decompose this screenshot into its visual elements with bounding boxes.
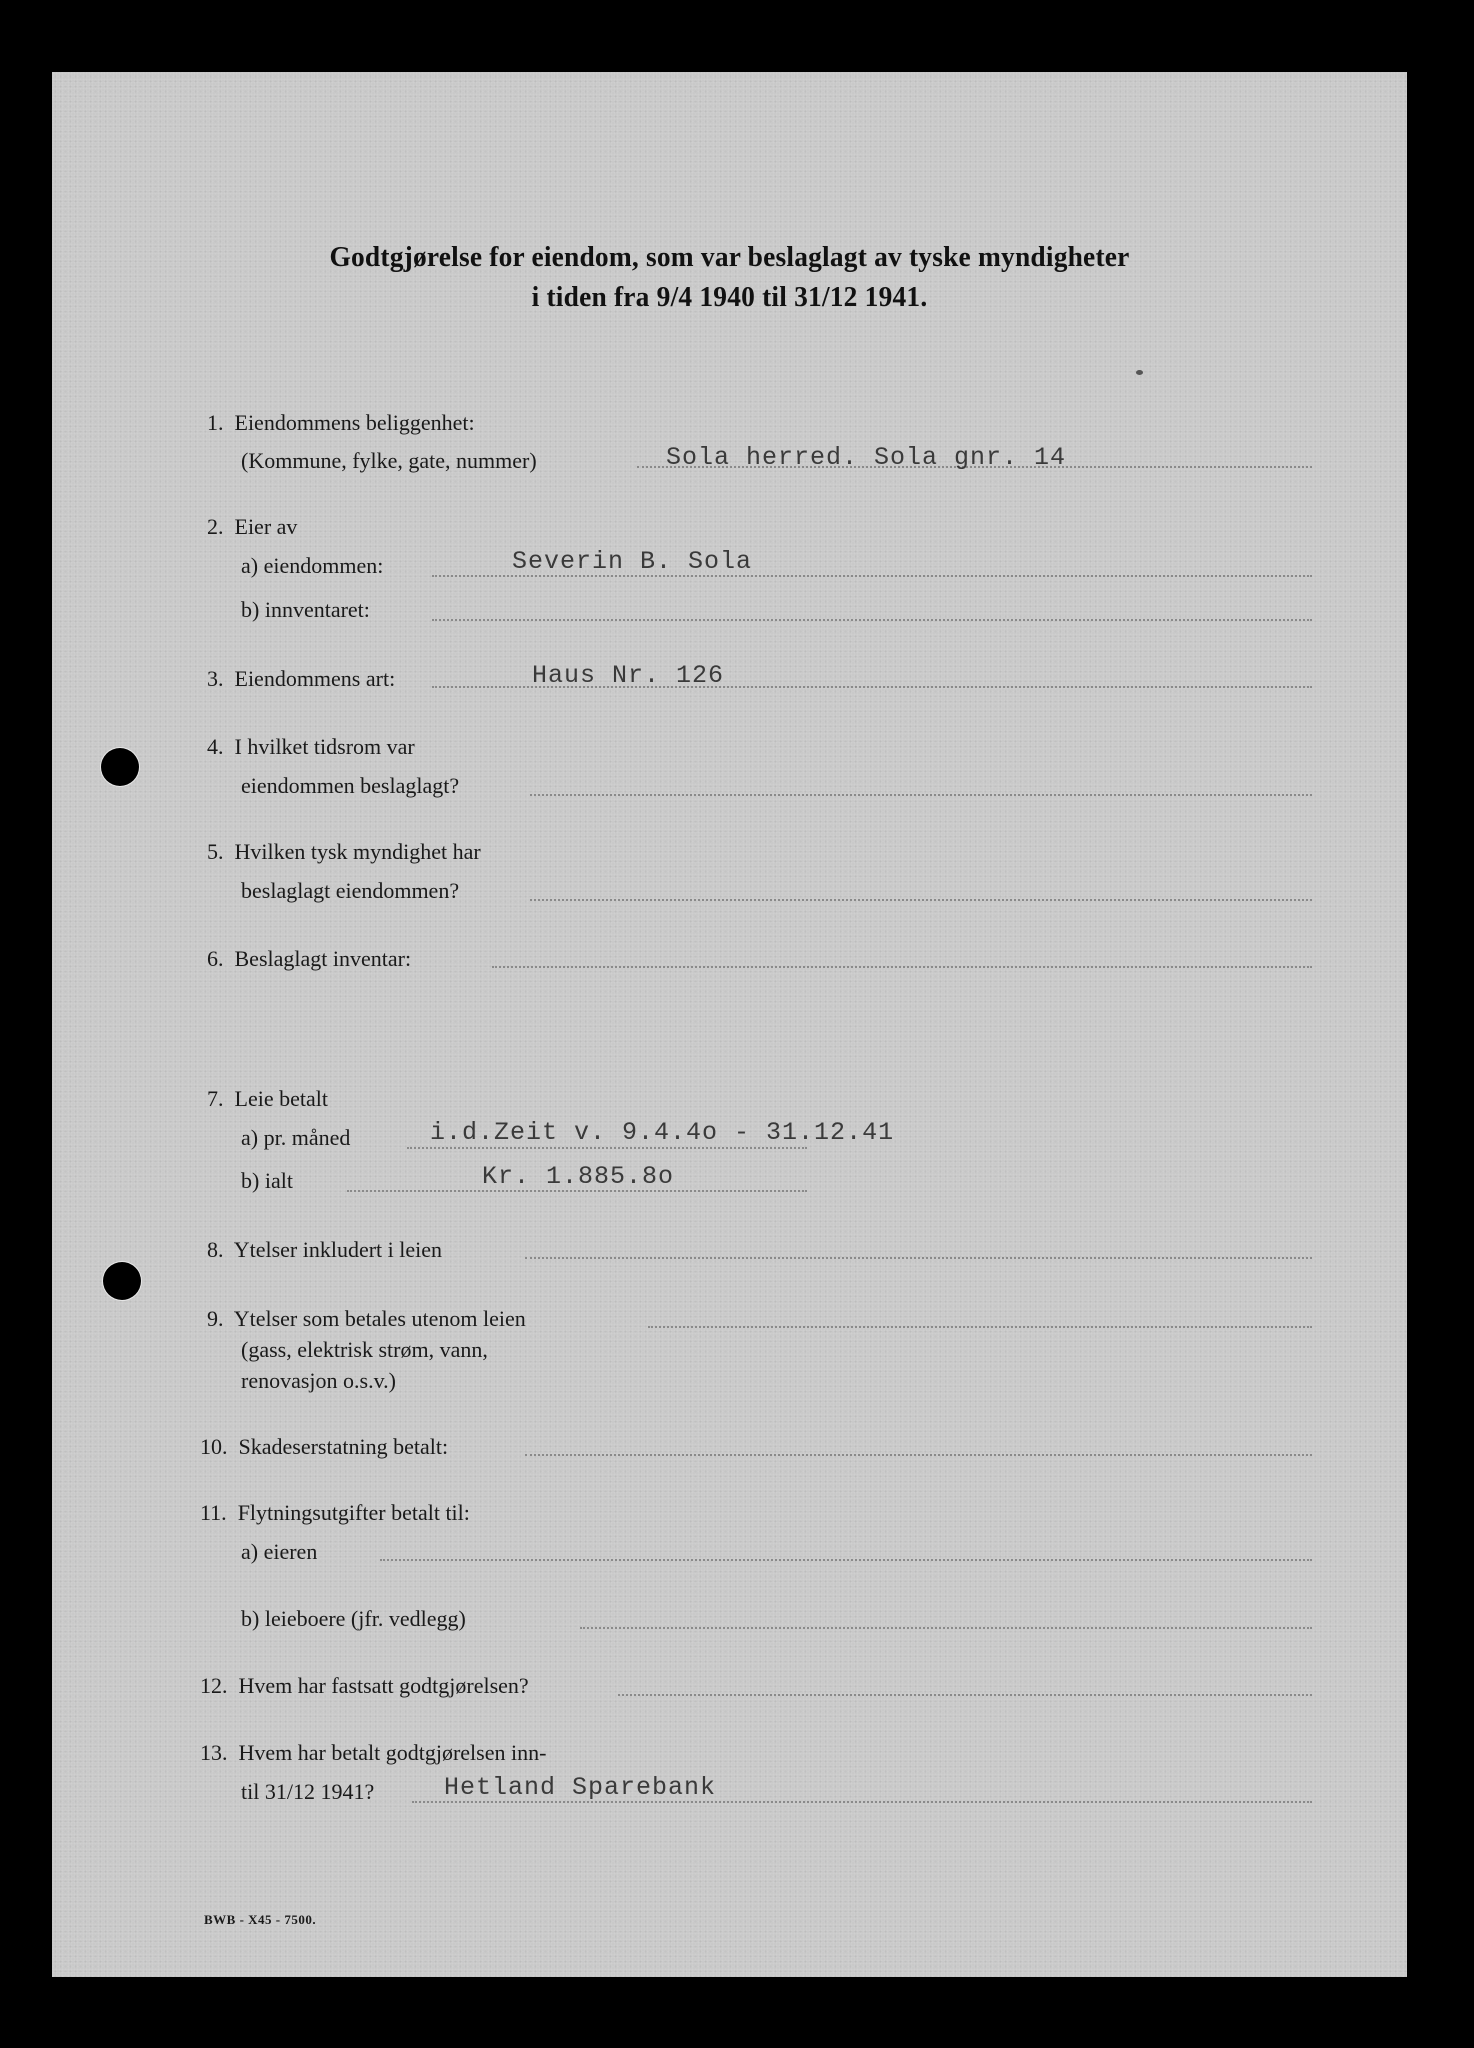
punch-hole-top — [101, 748, 139, 786]
q12-field-line[interactable] — [618, 1694, 1312, 1696]
q7b-value[interactable]: Kr. 1.885.8o — [482, 1162, 675, 1191]
document-page — [52, 72, 1407, 1977]
q4-label2: eiendommen beslaglagt? — [241, 773, 460, 798]
q13-label: 13. Hvem har betalt godtgjørelsen inn- — [200, 1740, 547, 1765]
q2-label: 2. Eier av — [207, 514, 298, 539]
q2b-field-line[interactable] — [432, 619, 1312, 621]
q8-field-line[interactable] — [525, 1257, 1312, 1259]
q2b-label: b) innventaret: — [241, 597, 370, 622]
q2a-label: a) eiendommen: — [241, 553, 384, 578]
q6-label: 6. Beslaglagt inventar: — [207, 946, 412, 971]
q4-field-line[interactable] — [530, 794, 1312, 796]
q11a-label: a) eieren — [241, 1539, 318, 1564]
form-printer-code: BWB - X45 - 7500. — [204, 1912, 317, 1927]
q7b-label: b) ialt — [241, 1168, 293, 1193]
q2a-value[interactable]: Severin B. Sola — [512, 547, 753, 576]
form-title-line1: Godtgjørelse for eiendom, som var beslaglagt av tyske myndigheter — [329, 242, 1130, 273]
q3-value[interactable]: Haus Nr. 126 — [532, 661, 725, 690]
q7a-label: a) pr. måned — [241, 1125, 351, 1150]
punch-hole-bottom — [103, 1262, 141, 1300]
q9-label: 9. Ytelser som betales utenom leien — [207, 1306, 526, 1331]
q4-label: 4. I hvilket tidsrom var — [207, 734, 415, 759]
q13-label2: til 31/12 1941? — [241, 1779, 375, 1804]
q9-field-line[interactable] — [648, 1326, 1312, 1328]
q10-label: 10. Skadeserstatning betalt: — [200, 1434, 449, 1459]
q3-label: 3. Eiendommens art: — [207, 666, 396, 691]
q12-label: 12. Hvem har fastsatt godtgjørelsen? — [200, 1673, 529, 1698]
form-title-line2: i tiden fra 9/4 1940 til 31/12 1941. — [531, 282, 928, 313]
q7-label: 7. Leie betalt — [207, 1086, 328, 1111]
q10-field-line[interactable] — [525, 1454, 1312, 1456]
q11a-field-line[interactable] — [380, 1559, 1312, 1561]
q1-sublabel: (Kommune, fylke, gate, nummer) — [241, 448, 537, 473]
q7a-value[interactable]: i.d.Zeit v. 9.4.4o - 31.12.41 — [430, 1118, 895, 1147]
q9-label2: (gass, elektrisk strøm, vann, — [241, 1337, 488, 1362]
q6-field-line[interactable] — [492, 966, 1312, 968]
q9-label3: renovasjon o.s.v.) — [241, 1368, 396, 1393]
q1-value[interactable]: Sola herred. Sola gnr. 14 — [666, 443, 1067, 472]
q5-field-line[interactable] — [530, 899, 1312, 901]
q11b-label: b) leieboere (jfr. vedlegg) — [241, 1606, 466, 1631]
q1-label: 1. Eiendommens beliggenhet: — [207, 410, 475, 435]
q5-label2: beslaglagt eiendommen? — [241, 878, 460, 903]
paper-speck — [1136, 370, 1143, 375]
q13-value[interactable]: Hetland Sparebank — [444, 1773, 717, 1802]
q11-label: 11. Flytningsutgifter betalt til: — [200, 1500, 470, 1525]
q11b-field-line[interactable] — [580, 1627, 1312, 1629]
q8-label: 8. Ytelser inkludert i leien — [207, 1237, 443, 1262]
q5-label: 5. Hvilken tysk myndighet har — [207, 839, 481, 864]
q7a-field-line — [407, 1147, 807, 1149]
